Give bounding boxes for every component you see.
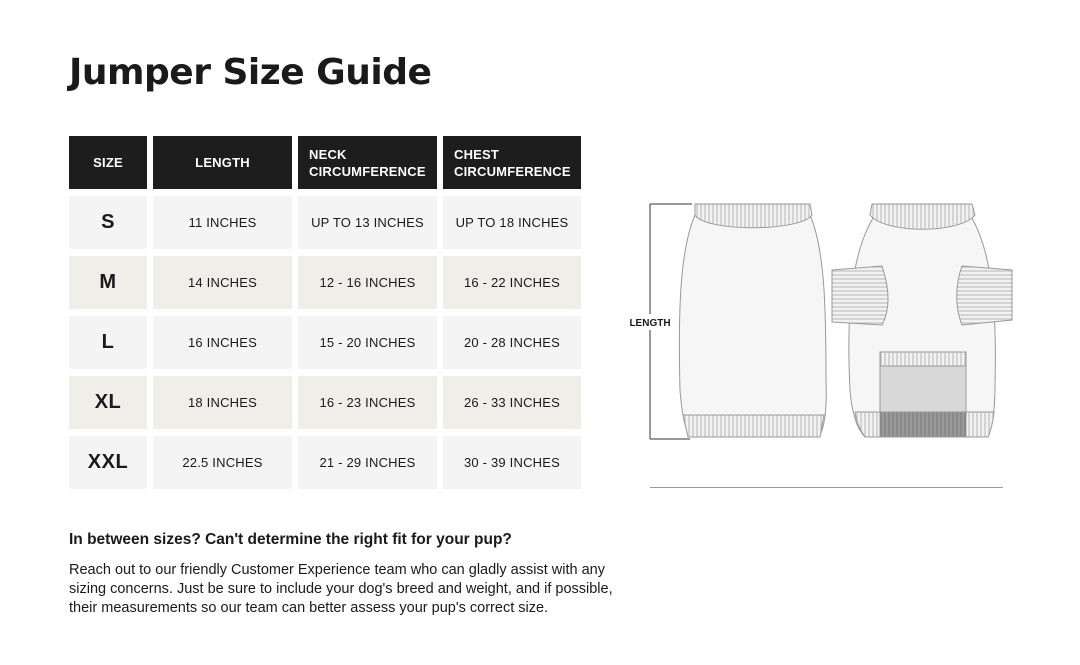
faq-answer: Reach out to our friendly Customer Experience team who can gladly assist with any sizing concerns. Just be sure to include your dog's breed and weight, and if possible, their measurements so our team can better assess your pup's correct size. [69,562,613,616]
faq-question: In between sizes? Can't determine the right fit for your pup? [69,531,512,548]
neck-cell-l: 15 - 20 INCHES [298,316,437,369]
chest-cell-xl: 26 - 33 INCHES [443,376,581,429]
size-cell-l: L [69,316,147,369]
header-chest [443,136,581,189]
header-size: SIZE [69,136,147,189]
neck-cell-m: 12 - 16 INCHES [298,256,437,309]
header-neck [298,136,437,189]
header-neck-line-2: CIRCUMFERENCE [309,163,426,179]
header-chest-line-1: CHEST [454,146,500,162]
length-cell-xl: 18 INCHES [153,376,292,429]
length-cell-m: 14 INCHES [153,256,292,309]
page-title: Jumper Size Guide [69,52,432,93]
length-cell-s: 11 INCHES [153,196,292,249]
neck-cell-s: UP TO 13 INCHES [298,196,437,249]
diagram-divider [650,487,1003,488]
chest-cell-m: 16 - 22 INCHES [443,256,581,309]
length-cell-l: 16 INCHES [153,316,292,369]
header-chest-line-2: CIRCUMFERENCE [454,163,571,179]
jumper-front-icon [679,204,826,437]
chest-cell-s: UP TO 18 INCHES [443,196,581,249]
header-neck-text [309,146,426,180]
size-cell-s: S [69,196,147,249]
header-chest-text [454,146,571,180]
length-cell-xxl: 22.5 INCHES [153,436,292,489]
chest-cell-xxl: 30 - 39 INCHES [443,436,581,489]
jumper-diagram [620,190,1020,450]
header-length: LENGTH [153,136,292,189]
chest-cell-l: 20 - 28 INCHES [443,316,581,369]
size-cell-xxl: XXL [69,436,147,489]
neck-cell-xxl: 21 - 29 INCHES [298,436,437,489]
length-label: LENGTH [629,318,671,329]
neck-cell-xl: 16 - 23 INCHES [298,376,437,429]
jumper-back-icon [832,204,1012,437]
size-table [69,136,581,489]
size-cell-xl: XL [69,376,147,429]
size-cell-m: M [69,256,147,309]
header-neck-line-1: NECK [309,146,347,162]
